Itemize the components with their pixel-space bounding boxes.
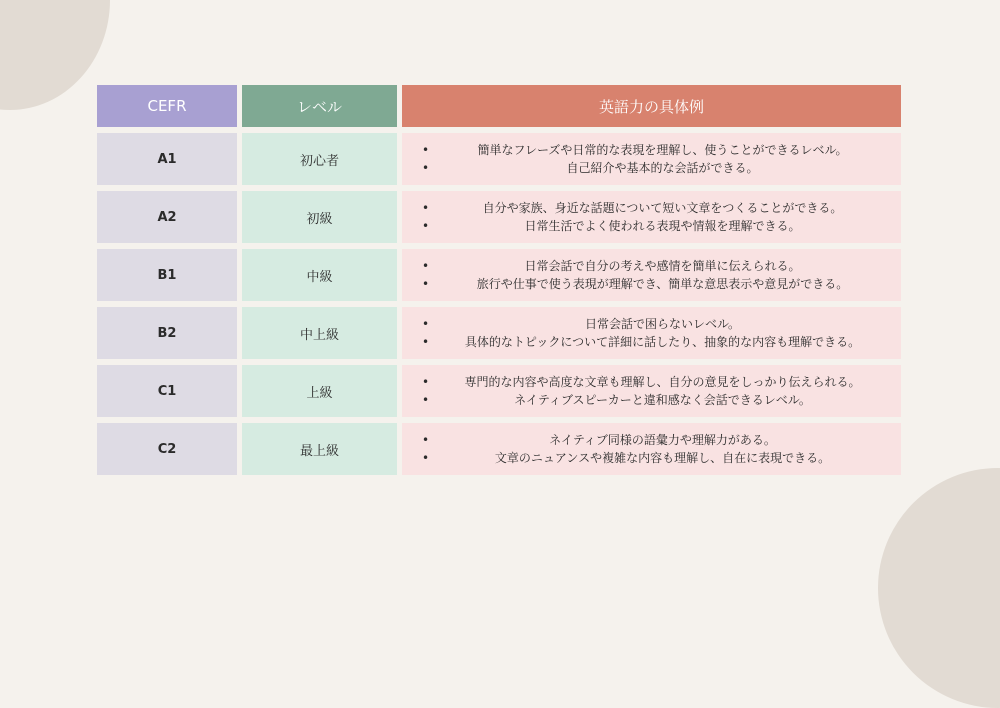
bullet-icon: • bbox=[422, 201, 430, 215]
example-text: ネイティブ同様の語彙力や理解力がある。 bbox=[549, 433, 776, 447]
header-examples: 英語力の具体例 bbox=[402, 85, 901, 127]
example-text: 自分や家族、身近な話題について短い文章をつくることができる。 bbox=[482, 201, 843, 215]
example-text: 具体的なトピックについて詳細に話したり、抽象的な内容も理解できる。 bbox=[464, 335, 861, 349]
example-item bbox=[422, 373, 889, 391]
bullet-icon: • bbox=[422, 317, 430, 331]
example-item bbox=[422, 275, 889, 293]
example-text: 日常会話で自分の考えや感情を簡単に伝えられる。 bbox=[524, 259, 801, 273]
bullet-icon: • bbox=[422, 393, 430, 407]
example-item bbox=[422, 217, 889, 235]
example-item bbox=[422, 391, 889, 409]
example-text: 日常会話で困らないレベル。 bbox=[584, 317, 741, 331]
cefr-table bbox=[97, 85, 902, 481]
bullet-icon: • bbox=[422, 259, 430, 273]
example-text: 日常生活でよく使われる表現や情報を理解できる。 bbox=[524, 219, 801, 233]
example-item bbox=[422, 431, 889, 449]
bullet-icon: • bbox=[422, 375, 430, 389]
example-text: 自己紹介や基本的な会話ができる。 bbox=[566, 161, 759, 175]
header-level: レベル bbox=[242, 85, 397, 127]
examples-cell bbox=[402, 249, 901, 301]
decorative-circle-bottom-right bbox=[878, 468, 1000, 708]
example-text: 文章のニュアンスや複雑な内容も理解し、自在に表現できる。 bbox=[494, 451, 831, 465]
cefr-cell: B2 bbox=[97, 307, 237, 359]
table-row bbox=[97, 307, 902, 359]
example-text: 専門的な内容や高度な文章も理解し、自分の意見をしっかり伝えられる。 bbox=[464, 375, 861, 389]
examples-cell bbox=[402, 191, 901, 243]
decorative-circle-top-left bbox=[0, 0, 110, 110]
example-text: 旅行や仕事で使う表現が理解でき、簡単な意思表示や意見ができる。 bbox=[476, 277, 849, 291]
cefr-cell: A1 bbox=[97, 133, 237, 185]
table-row bbox=[97, 133, 902, 185]
example-text: 簡単なフレーズや日常的な表現を理解し、使うことができるレベル。 bbox=[477, 143, 848, 157]
bullet-icon: • bbox=[422, 433, 430, 447]
example-item bbox=[422, 199, 889, 217]
bullet-icon: • bbox=[422, 143, 430, 157]
examples-cell bbox=[402, 307, 901, 359]
level-cell: 中級 bbox=[242, 249, 397, 301]
table-row bbox=[97, 365, 902, 417]
bullet-icon: • bbox=[422, 335, 430, 349]
bullet-icon: • bbox=[422, 277, 430, 291]
table-row bbox=[97, 191, 902, 243]
bullet-icon: • bbox=[422, 161, 430, 175]
cefr-cell: B1 bbox=[97, 249, 237, 301]
table-row bbox=[97, 423, 902, 475]
examples-cell bbox=[402, 423, 901, 475]
table-row bbox=[97, 249, 902, 301]
header-cefr: CEFR bbox=[97, 85, 237, 127]
examples-cell bbox=[402, 133, 901, 185]
cefr-cell: C2 bbox=[97, 423, 237, 475]
level-cell: 初心者 bbox=[242, 133, 397, 185]
level-cell: 上級 bbox=[242, 365, 397, 417]
example-item bbox=[422, 141, 889, 159]
level-cell: 初級 bbox=[242, 191, 397, 243]
example-item bbox=[422, 159, 889, 177]
examples-cell bbox=[402, 365, 901, 417]
cefr-cell: C1 bbox=[97, 365, 237, 417]
table-header-row bbox=[97, 85, 902, 127]
level-cell: 中上級 bbox=[242, 307, 397, 359]
cefr-cell: A2 bbox=[97, 191, 237, 243]
example-item bbox=[422, 449, 889, 467]
example-text: ネイティブスピーカーと違和感なく会話できるレベル。 bbox=[514, 393, 811, 407]
example-item bbox=[422, 257, 889, 275]
level-cell: 最上級 bbox=[242, 423, 397, 475]
example-item bbox=[422, 333, 889, 351]
example-item bbox=[422, 315, 889, 333]
bullet-icon: • bbox=[422, 451, 430, 465]
bullet-icon: • bbox=[422, 219, 430, 233]
